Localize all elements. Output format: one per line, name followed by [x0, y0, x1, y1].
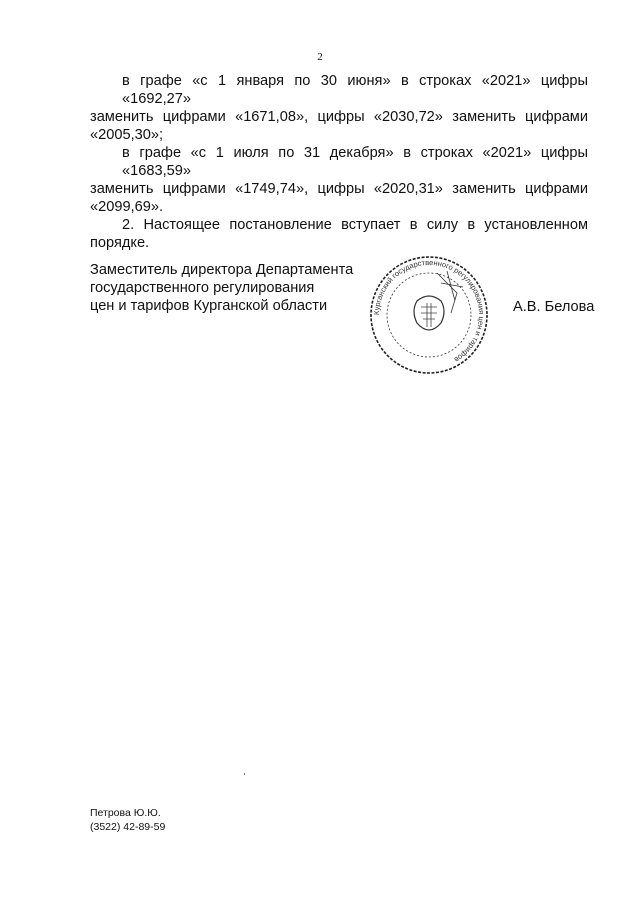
executor-name: Петрова Ю.Ю.	[90, 807, 161, 819]
position-line: Заместитель директора Департамента	[90, 262, 354, 278]
page-number: 2	[317, 51, 323, 63]
official-seal	[367, 253, 491, 377]
position-line: цен и тарифов Курганской области	[90, 298, 328, 314]
document-body	[90, 72, 588, 252]
text-line: в графе «с 1 июля по 31 декабря» в строках «2021» цифры «1683,59»	[122, 145, 588, 179]
text-line: заменить цифрами «1749,74», цифры «2020,31» заменить цифрами	[90, 181, 588, 197]
scan-speck	[244, 773, 245, 775]
executor-phone: (3522) 42-89-59	[90, 821, 166, 833]
signatory-position	[90, 261, 353, 315]
text-line: 2. Настоящее постановление вступает в силу в установленном	[122, 217, 588, 233]
text-line: «2099,69».	[90, 199, 164, 215]
position-line: государственного регулирования	[90, 280, 315, 296]
text-line: заменить цифрами «1671,08», цифры «2030,72» заменить цифрами	[90, 109, 588, 125]
svg-text:Курганский государственного ре: Курганский государственного регулирования цен и тарифов	[371, 257, 487, 365]
text-line: «2005,30»;	[90, 127, 164, 143]
signatory-name: А.В. Белова	[513, 299, 595, 315]
text-line: порядке.	[90, 235, 150, 251]
text-line: в графе «с 1 января по 30 июня» в строках «2021» цифры «1692,27»	[122, 73, 588, 107]
executor-info	[90, 806, 165, 834]
